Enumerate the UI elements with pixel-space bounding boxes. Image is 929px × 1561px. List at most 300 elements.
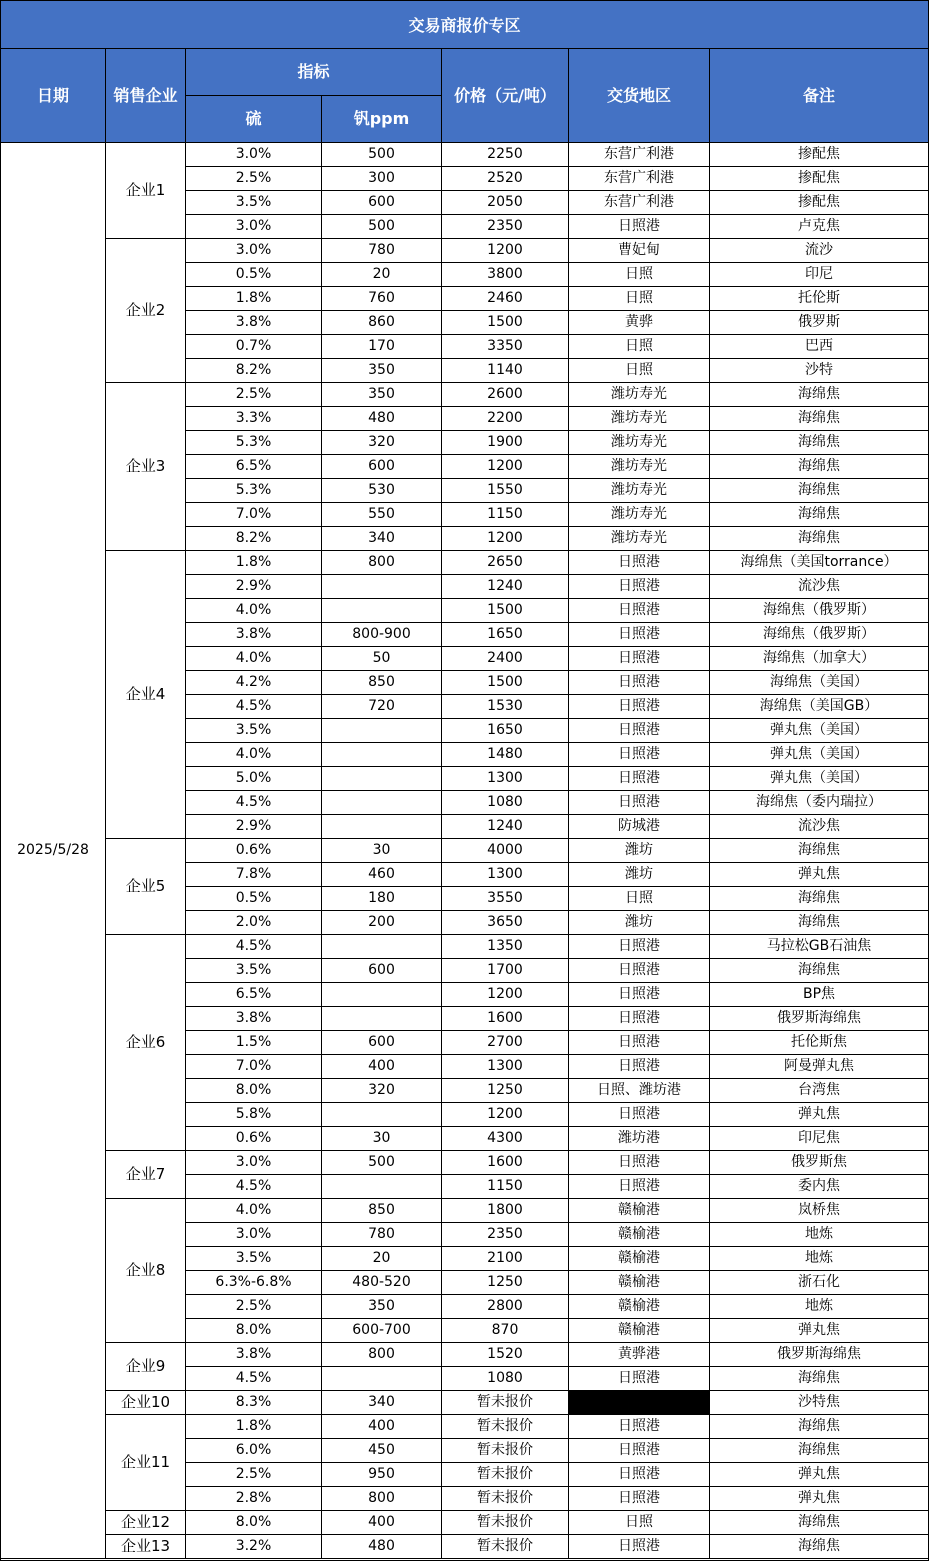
sulfur-cell: 0.6% [186,839,322,863]
company-cell: 企业13 [106,1535,186,1559]
region-cell: 赣榆港 [569,1319,710,1343]
table-title: 交易商报价专区 [1,1,929,49]
remark-cell: 海绵焦（美国） [710,671,929,695]
vanadium-cell: 350 [322,383,442,407]
region-cell: 赣榆港 [569,1295,710,1319]
remark-cell: 海绵焦 [710,1415,929,1439]
region-cell: 日照港 [569,1463,710,1487]
sulfur-cell: 5.3% [186,431,322,455]
region-cell: 日照港 [569,767,710,791]
price-cell: 暂未报价 [442,1391,569,1415]
region-cell: 东营广利港 [569,167,710,191]
price-cell: 1700 [442,959,569,983]
vanadium-cell: 20 [322,1247,442,1271]
remark-cell: 沙特焦 [710,1391,929,1415]
sulfur-cell: 3.0% [186,239,322,263]
region-cell: 日照港 [569,623,710,647]
sulfur-cell: 4.0% [186,647,322,671]
remark-cell: 海绵焦 [710,503,929,527]
company-cell: 企业6 [106,935,186,1151]
region-cell: 日照港 [569,983,710,1007]
company-cell: 企业3 [106,383,186,551]
price-cell: 1530 [442,695,569,719]
vanadium-cell [322,743,442,767]
vanadium-cell: 850 [322,1199,442,1223]
price-cell: 暂未报价 [442,1439,569,1463]
vanadium-cell: 530 [322,479,442,503]
region-cell: 日照港 [569,1103,710,1127]
table-row [1,383,929,407]
remark-cell: 掺配焦 [710,191,929,215]
region-cell: 日照港 [569,599,710,623]
region-cell: 潍坊 [569,911,710,935]
vanadium-cell: 350 [322,1295,442,1319]
vanadium-cell: 600 [322,959,442,983]
region-cell: 日照港 [569,1175,710,1199]
vanadium-cell: 20 [322,263,442,287]
sulfur-cell: 3.0% [186,1151,322,1175]
remark-cell: 海绵焦（美国torrance） [710,551,929,575]
price-cell: 1500 [442,599,569,623]
company-cell: 企业2 [106,239,186,383]
price-cell: 2700 [442,1031,569,1055]
remark-cell: 俄罗斯海绵焦 [710,1007,929,1031]
price-cell: 1200 [442,1103,569,1127]
sulfur-cell: 3.5% [186,191,322,215]
price-cell: 1520 [442,1343,569,1367]
remark-cell: 海绵焦 [710,1367,929,1391]
region-cell: 日照港 [569,1031,710,1055]
vanadium-cell: 800 [322,1487,442,1511]
region-cell: 日照港 [569,215,710,239]
region-cell: 潍坊 [569,839,710,863]
region-cell: 日照港 [569,1151,710,1175]
remark-cell: 掺配焦 [710,167,929,191]
vanadium-cell [322,575,442,599]
region-cell: 防城港 [569,815,710,839]
sulfur-cell: 8.2% [186,359,322,383]
region-cell: 日照港 [569,575,710,599]
region-cell: 日照港 [569,1535,710,1559]
price-cell: 2200 [442,407,569,431]
region-cell: 日照港 [569,695,710,719]
vanadium-cell [322,791,442,815]
table-row [1,1415,929,1439]
price-cell: 2520 [442,167,569,191]
company-cell: 企业4 [106,551,186,839]
sulfur-cell: 2.5% [186,167,322,191]
region-cell: 日照、潍坊港 [569,1079,710,1103]
remark-cell: 海绵焦 [710,479,929,503]
sulfur-cell: 7.8% [186,863,322,887]
region-cell: 日照 [569,359,710,383]
price-cell: 3650 [442,911,569,935]
region-cell: 赣榆港 [569,1247,710,1271]
remark-cell: 海绵焦 [710,383,929,407]
vanadium-cell: 400 [322,1511,442,1535]
price-cell: 1150 [442,1175,569,1199]
remark-cell: 海绵焦 [710,1535,929,1559]
table-row [1,935,929,959]
header-vanadium: 钒ppm [322,96,442,143]
remark-cell: 掺配焦 [710,143,929,167]
header-company: 销售企业 [106,49,186,143]
price-cell: 4000 [442,839,569,863]
price-cell: 1650 [442,719,569,743]
sulfur-cell: 2.5% [186,1463,322,1487]
table-body [1,143,929,1559]
sulfur-cell: 4.5% [186,1175,322,1199]
price-cell: 2460 [442,287,569,311]
vanadium-cell: 170 [322,335,442,359]
sulfur-cell: 6.5% [186,983,322,1007]
price-cell: 1300 [442,863,569,887]
vanadium-cell: 30 [322,1127,442,1151]
price-cell: 1650 [442,623,569,647]
vanadium-cell [322,767,442,791]
remark-cell: 弹丸焦 [710,1319,929,1343]
price-cell: 2650 [442,551,569,575]
remark-cell: 地炼 [710,1247,929,1271]
vanadium-cell: 350 [322,359,442,383]
remark-cell: 海绵焦 [710,527,929,551]
vanadium-cell: 850 [322,671,442,695]
region-cell: 日照港 [569,551,710,575]
header-date: 日期 [1,49,106,143]
remark-cell: 海绵焦（俄罗斯） [710,623,929,647]
price-cell: 870 [442,1319,569,1343]
sulfur-cell: 2.0% [186,911,322,935]
vanadium-cell: 30 [322,839,442,863]
region-cell: 日照港 [569,671,710,695]
price-cell: 1350 [442,935,569,959]
remark-cell: 俄罗斯海绵焦 [710,1343,929,1367]
region-cell [569,1391,710,1415]
vanadium-cell: 780 [322,239,442,263]
sulfur-cell: 4.5% [186,935,322,959]
region-cell: 赣榆港 [569,1223,710,1247]
remark-cell: 海绵焦 [710,959,929,983]
remark-cell: 地炼 [710,1295,929,1319]
sulfur-cell: 2.9% [186,575,322,599]
remark-cell: 海绵焦（委内瑞拉） [710,791,929,815]
region-cell: 日照港 [569,647,710,671]
remark-cell: 海绵焦 [710,887,929,911]
table-row [1,143,929,167]
remark-cell: 海绵焦 [710,455,929,479]
region-cell: 曹妃甸 [569,239,710,263]
date-cell: 2025/5/28 [1,143,106,1559]
remark-cell: 海绵焦 [710,431,929,455]
vanadium-cell [322,815,442,839]
vanadium-cell: 400 [322,1415,442,1439]
vanadium-cell: 720 [322,695,442,719]
sulfur-cell: 3.2% [186,1535,322,1559]
sulfur-cell: 3.0% [186,215,322,239]
sulfur-cell: 4.0% [186,1199,322,1223]
price-cell: 1240 [442,575,569,599]
sulfur-cell: 8.2% [186,527,322,551]
price-cell: 暂未报价 [442,1463,569,1487]
company-cell: 企业12 [106,1511,186,1535]
price-cell: 1150 [442,503,569,527]
vanadium-cell: 300 [322,167,442,191]
vanadium-cell [322,935,442,959]
table-row [1,551,929,575]
header-price: 价格（元/吨） [442,49,569,143]
price-cell: 1550 [442,479,569,503]
header-remark: 备注 [710,49,929,143]
vanadium-cell [322,719,442,743]
sulfur-cell: 4.5% [186,791,322,815]
price-cell: 1080 [442,791,569,815]
sulfur-cell: 0.5% [186,263,322,287]
price-cell: 1900 [442,431,569,455]
price-cell: 1200 [442,455,569,479]
price-cell: 3550 [442,887,569,911]
price-cell: 1250 [442,1271,569,1295]
price-cell: 1500 [442,671,569,695]
table-row [1,1535,929,1559]
region-cell: 潍坊寿光 [569,503,710,527]
sulfur-cell: 0.7% [186,335,322,359]
remark-cell: 流沙焦 [710,815,929,839]
remark-cell: 马拉松GB石油焦 [710,935,929,959]
vanadium-cell: 800 [322,551,442,575]
sulfur-cell: 8.0% [186,1319,322,1343]
price-cell: 1240 [442,815,569,839]
remark-cell: 弹丸焦（美国） [710,767,929,791]
remark-cell: 阿曼弹丸焦 [710,1055,929,1079]
sulfur-cell: 6.0% [186,1439,322,1463]
sulfur-cell: 2.5% [186,1295,322,1319]
price-cell: 1140 [442,359,569,383]
table-row [1,1391,929,1415]
price-cell: 1300 [442,767,569,791]
vanadium-cell: 600 [322,1031,442,1055]
remark-cell: 弹丸焦 [710,863,929,887]
region-cell: 日照港 [569,1367,710,1391]
remark-cell: 流沙 [710,239,929,263]
region-cell: 日照港 [569,1055,710,1079]
price-cell: 2350 [442,1223,569,1247]
region-cell: 潍坊 [569,863,710,887]
price-cell: 2250 [442,143,569,167]
price-cell: 4300 [442,1127,569,1151]
vanadium-cell: 200 [322,911,442,935]
company-cell: 企业9 [106,1343,186,1391]
price-cell: 暂未报价 [442,1415,569,1439]
sulfur-cell: 4.2% [186,671,322,695]
region-cell: 潍坊寿光 [569,479,710,503]
price-cell: 暂未报价 [442,1487,569,1511]
sulfur-cell: 3.8% [186,623,322,647]
price-cell: 1080 [442,1367,569,1391]
vanadium-cell: 600 [322,455,442,479]
sulfur-cell: 7.0% [186,503,322,527]
remark-cell: 托伦斯焦 [710,1031,929,1055]
vanadium-cell [322,1367,442,1391]
company-cell: 企业5 [106,839,186,935]
remark-cell: 海绵焦 [710,407,929,431]
vanadium-cell [322,983,442,1007]
sulfur-cell: 0.5% [186,887,322,911]
region-cell: 潍坊寿光 [569,455,710,479]
remark-cell: 委内焦 [710,1175,929,1199]
region-cell: 赣榆港 [569,1199,710,1223]
sulfur-cell: 1.8% [186,551,322,575]
table-row [1,839,929,863]
region-cell: 日照港 [569,1007,710,1031]
remark-cell: 俄罗斯 [710,311,929,335]
vanadium-cell: 600 [322,191,442,215]
remark-cell: 弹丸焦 [710,1463,929,1487]
remark-cell: 弹丸焦 [710,1103,929,1127]
remark-cell: BP焦 [710,983,929,1007]
region-cell: 潍坊寿光 [569,527,710,551]
sulfur-cell: 8.0% [186,1079,322,1103]
company-cell: 企业10 [106,1391,186,1415]
table-row [1,1151,929,1175]
region-cell: 日照港 [569,959,710,983]
price-cell: 1800 [442,1199,569,1223]
region-cell: 潍坊港 [569,1127,710,1151]
vanadium-cell: 500 [322,215,442,239]
sulfur-cell: 5.8% [186,1103,322,1127]
sulfur-cell: 3.0% [186,1223,322,1247]
table-row [1,239,929,263]
remark-cell: 沙特 [710,359,929,383]
vanadium-cell [322,1103,442,1127]
sulfur-cell: 4.0% [186,743,322,767]
region-cell: 日照港 [569,1415,710,1439]
region-cell: 潍坊寿光 [569,407,710,431]
sulfur-cell: 3.8% [186,1343,322,1367]
sulfur-cell: 2.5% [186,383,322,407]
sulfur-cell: 3.8% [186,1007,322,1031]
remark-cell: 地炼 [710,1223,929,1247]
vanadium-cell: 180 [322,887,442,911]
remark-cell: 弹丸焦（美国） [710,719,929,743]
remark-cell: 海绵焦（美国GB） [710,695,929,719]
region-cell: 潍坊寿光 [569,431,710,455]
price-cell: 暂未报价 [442,1535,569,1559]
sulfur-cell: 4.5% [186,1367,322,1391]
remark-cell: 海绵焦 [710,839,929,863]
sulfur-cell: 1.5% [186,1031,322,1055]
vanadium-cell: 860 [322,311,442,335]
price-cell: 2400 [442,647,569,671]
price-cell: 3350 [442,335,569,359]
remark-cell: 流沙焦 [710,575,929,599]
region-cell: 黄骅港 [569,1343,710,1367]
vanadium-cell: 780 [322,1223,442,1247]
price-cell: 3800 [442,263,569,287]
company-cell: 企业7 [106,1151,186,1199]
region-cell: 东营广利港 [569,191,710,215]
region-cell: 日照 [569,287,710,311]
remark-cell: 海绵焦（俄罗斯） [710,599,929,623]
vanadium-cell: 340 [322,527,442,551]
price-cell: 1500 [442,311,569,335]
vanadium-cell: 800-900 [322,623,442,647]
region-cell: 东营广利港 [569,143,710,167]
price-cell: 2350 [442,215,569,239]
vanadium-cell: 500 [322,1151,442,1175]
region-cell: 黄骅 [569,311,710,335]
sulfur-cell: 3.5% [186,959,322,983]
remark-cell: 海绵焦 [710,1439,929,1463]
table-row [1,1199,929,1223]
table-row [1,1343,929,1367]
region-cell: 潍坊寿光 [569,383,710,407]
remark-cell: 弹丸焦 [710,1487,929,1511]
vanadium-cell: 400 [322,1055,442,1079]
vanadium-cell: 500 [322,143,442,167]
price-cell: 1300 [442,1055,569,1079]
price-cell: 2800 [442,1295,569,1319]
vanadium-cell: 480 [322,1535,442,1559]
region-cell: 日照 [569,1511,710,1535]
price-cell: 1200 [442,527,569,551]
remark-cell: 海绵焦 [710,1511,929,1535]
price-cell: 1200 [442,983,569,1007]
table-row [1,1511,929,1535]
sulfur-cell: 7.0% [186,1055,322,1079]
sulfur-cell: 4.0% [186,599,322,623]
company-cell: 企业8 [106,1199,186,1343]
vanadium-cell [322,1007,442,1031]
remark-cell: 海绵焦（加拿大） [710,647,929,671]
header-sulfur: 硫 [186,96,322,143]
remark-cell: 印尼焦 [710,1127,929,1151]
sulfur-cell: 1.8% [186,287,322,311]
remark-cell: 卢克焦 [710,215,929,239]
sulfur-cell: 2.8% [186,1487,322,1511]
sulfur-cell: 3.5% [186,1247,322,1271]
vanadium-cell [322,1175,442,1199]
region-cell: 日照港 [569,791,710,815]
vanadium-cell: 340 [322,1391,442,1415]
vanadium-cell: 450 [322,1439,442,1463]
sulfur-cell: 3.8% [186,311,322,335]
region-cell: 日照港 [569,935,710,959]
price-cell: 1600 [442,1007,569,1031]
price-cell: 1600 [442,1151,569,1175]
sulfur-cell: 8.3% [186,1391,322,1415]
price-cell: 1200 [442,239,569,263]
sulfur-cell: 1.8% [186,1415,322,1439]
region-cell: 日照港 [569,1487,710,1511]
sulfur-cell: 2.9% [186,815,322,839]
vanadium-cell [322,599,442,623]
region-cell: 日照港 [569,719,710,743]
region-cell: 赣榆港 [569,1271,710,1295]
vanadium-cell: 760 [322,287,442,311]
company-cell: 企业1 [106,143,186,239]
remark-cell: 印尼 [710,263,929,287]
remark-cell: 台湾焦 [710,1079,929,1103]
price-cell: 2050 [442,191,569,215]
remark-cell: 弹丸焦（美国） [710,743,929,767]
region-cell: 日照 [569,263,710,287]
header-indicator: 指标 [186,49,442,96]
sulfur-cell: 0.6% [186,1127,322,1151]
remark-cell: 巴西 [710,335,929,359]
vanadium-cell: 600-700 [322,1319,442,1343]
remark-cell: 俄罗斯焦 [710,1151,929,1175]
region-cell: 日照港 [569,1439,710,1463]
